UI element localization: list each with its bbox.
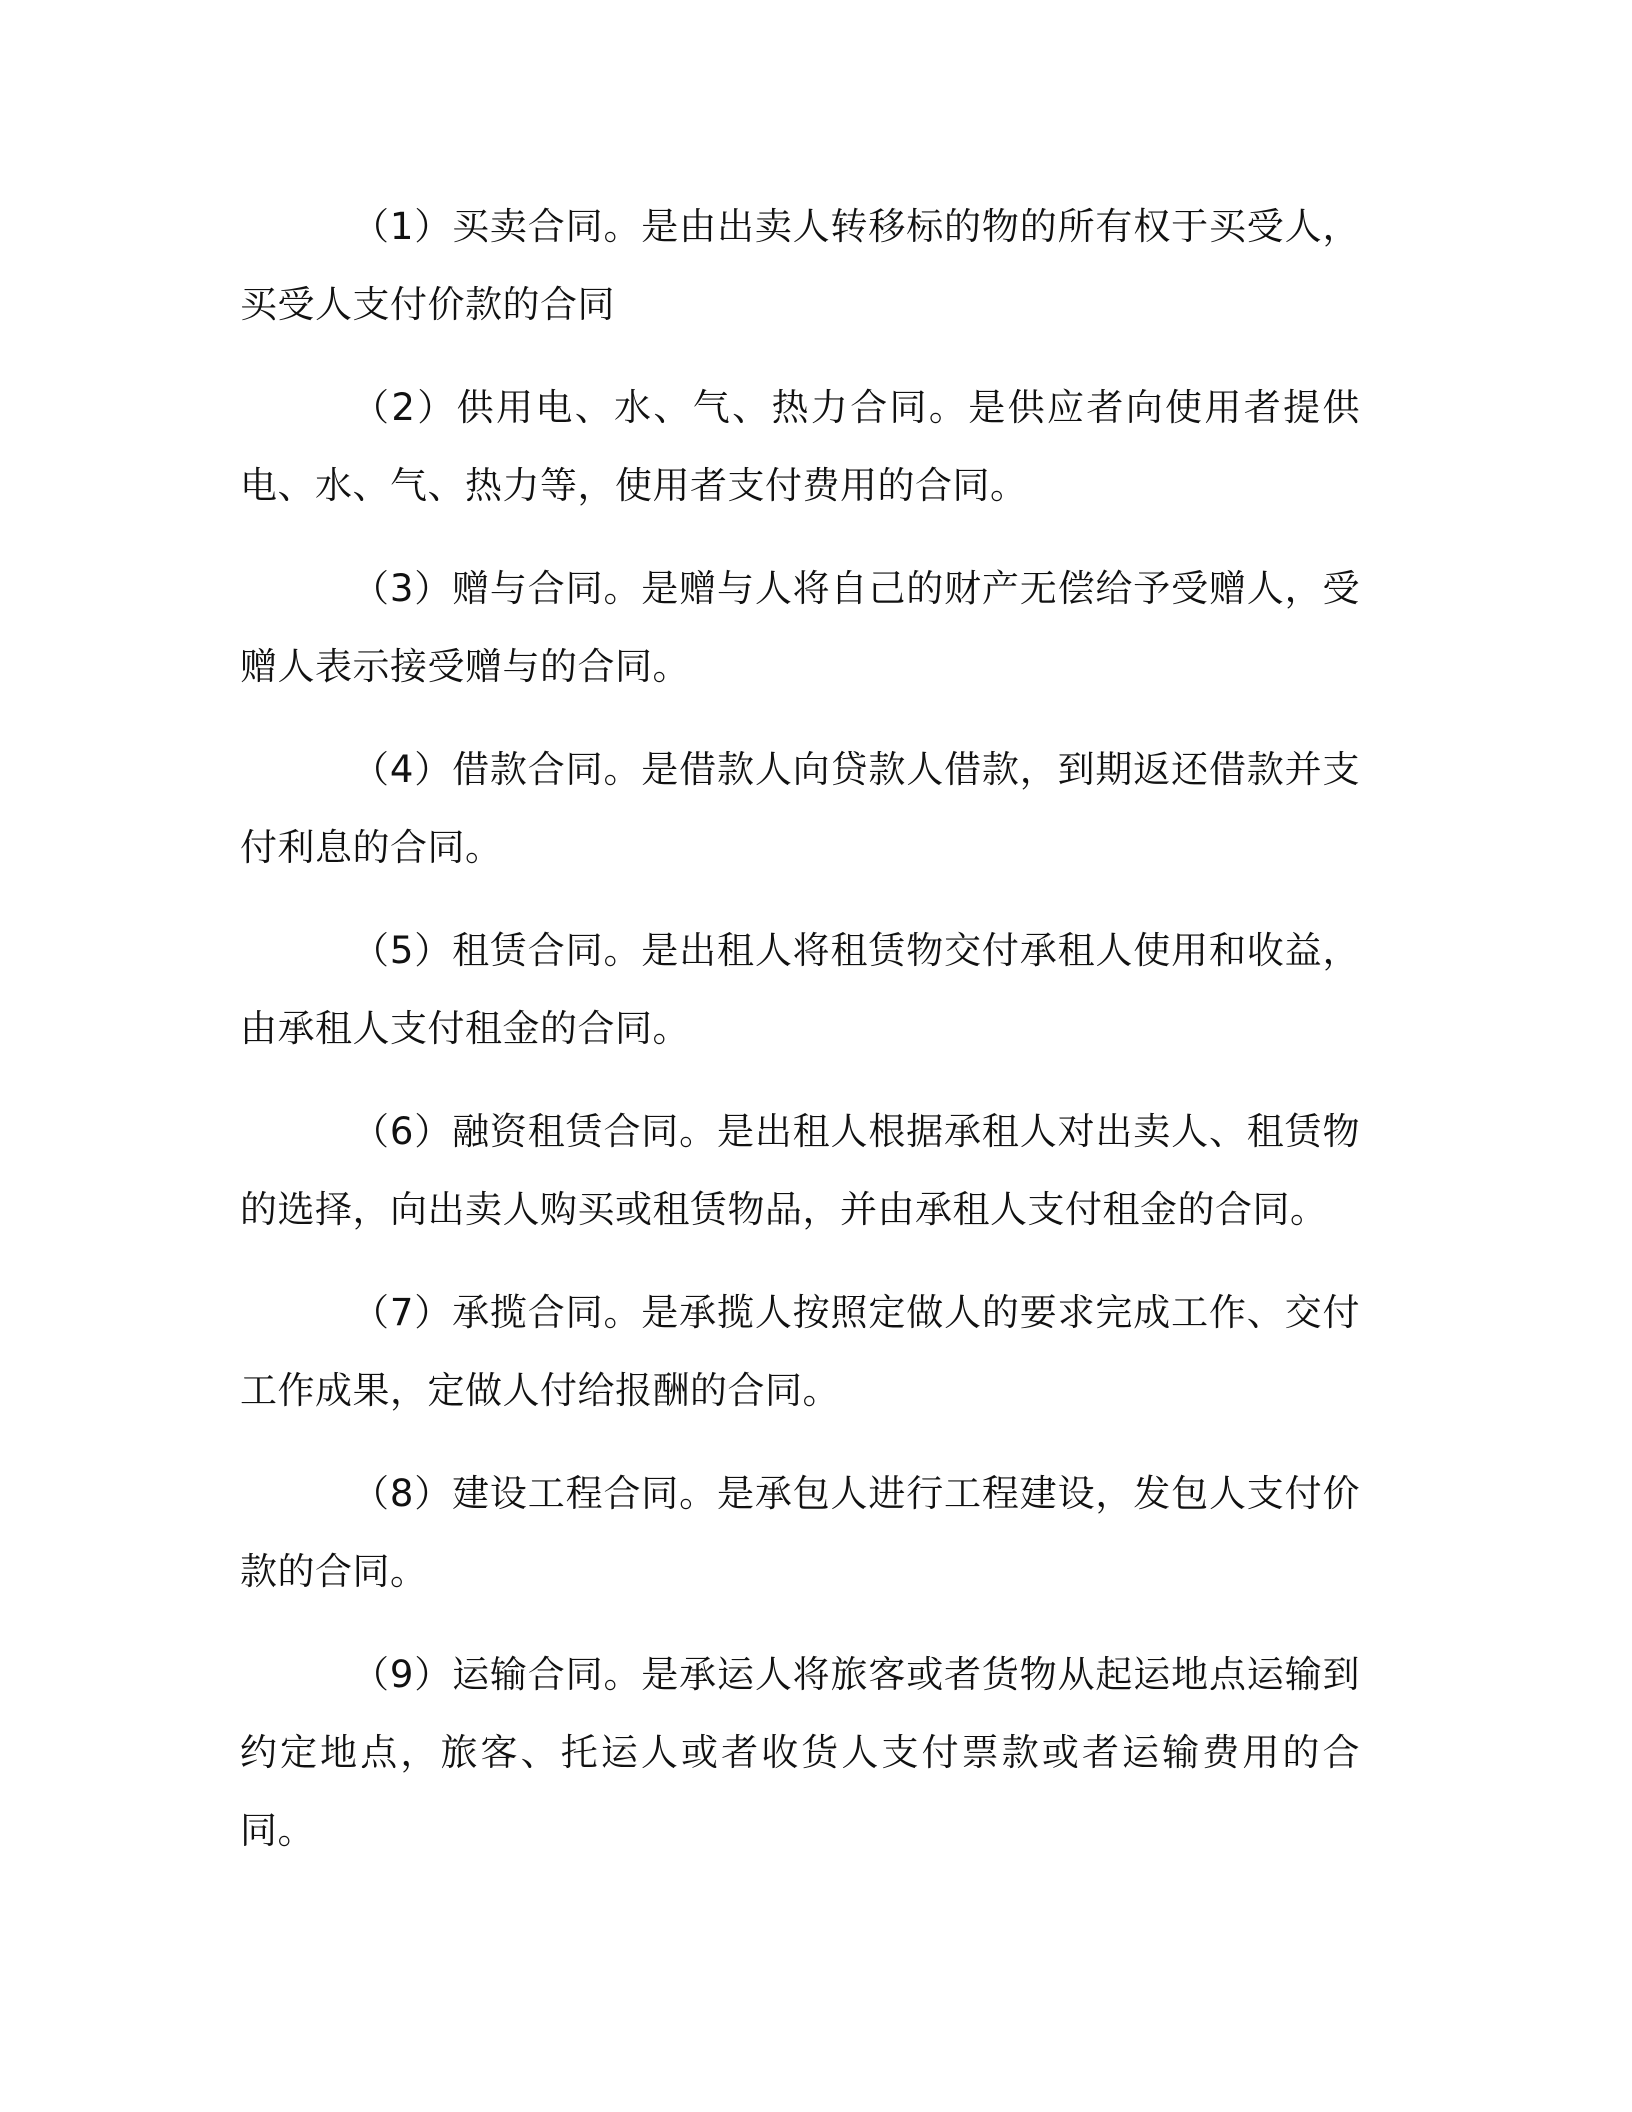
paragraph-sales-contract: （1）买卖合同。是由出卖人转移标的物的所有权于买受人，买受人支付价款的合同 — [240, 205, 1360, 326]
paragraph-gift-contract: （3）赠与合同。是赠与人将自己的财产无偿给予受赠人，受赠人表示接受赠与的合同。 — [240, 567, 1360, 688]
paragraph-utility-supply-contract: （2）供用电、水、气、热力合同。是供应者向使用者提供电、水、气、热力等，使用者支付费用的合同。 — [240, 386, 1360, 507]
paragraph-loan-contract: （4）借款合同。是借款人向贷款人借款，到期返还借款并支付利息的合同。 — [240, 748, 1360, 869]
document-body — [240, 188, 1360, 1895]
paragraph-construction-contract: （8）建设工程合同。是承包人进行工程建设，发包人支付价款的合同。 — [240, 1472, 1360, 1593]
paragraph-financial-lease-contract: （6）融资租赁合同。是出租人根据承租人对出卖人、租赁物的选择，向出卖人购买或租赁物品，并由承租人支付租金的合同。 — [240, 1110, 1360, 1231]
paragraph-transport-contract: （9）运输合同。是承运人将旅客或者货物从起运地点运输到约定地点，旅客、托运人或者收货人支付票款或者运输费用的合同。 — [240, 1653, 1360, 1852]
paragraph-work-contract: （7）承揽合同。是承揽人按照定做人的要求完成工作、交付工作成果，定做人付给报酬的合同。 — [240, 1291, 1360, 1412]
paragraph-lease-contract: （5）租赁合同。是出租人将租赁物交付承租人使用和收益，由承租人支付租金的合同。 — [240, 929, 1360, 1050]
